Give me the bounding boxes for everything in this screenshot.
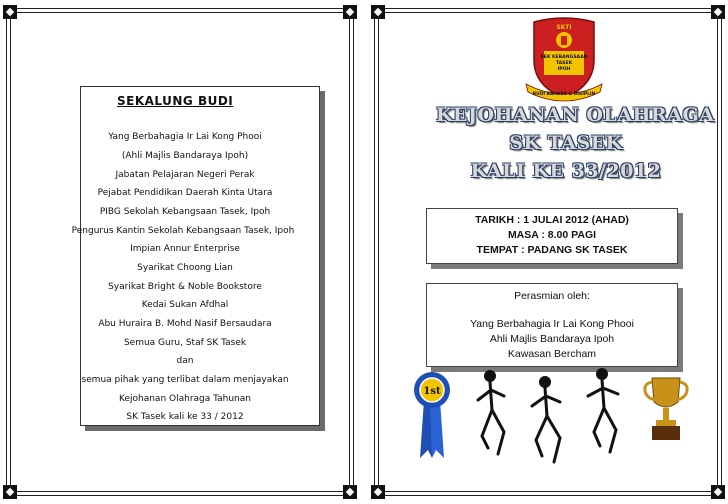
school-crest-logo <box>524 14 604 104</box>
crest-name-line: IPOH <box>557 67 571 72</box>
opening-label: Perasmian oleh: <box>514 290 590 302</box>
event-venue: TEMPAT : PADANG SK TASEK <box>476 244 628 256</box>
trophy-icon <box>642 372 690 442</box>
corner-ornament-icon <box>711 5 725 19</box>
crest-name-line: TASEK <box>555 61 573 66</box>
acknowledgement-line: PIBG Sekolah Kebangsaan Tasek, Ipoh <box>99 207 271 217</box>
corner-ornament-icon <box>371 485 385 499</box>
acknowledgement-line: Kejohanan Olahraga Tahunan <box>119 394 251 404</box>
runners-illustration-icon <box>470 366 640 466</box>
opening-guest-line: Yang Berbahagia Ir Lai Kong Phooi <box>470 318 634 330</box>
crest-top-text: SKTI <box>556 24 572 31</box>
runner-icon <box>588 368 618 452</box>
corner-ornament-icon <box>3 5 17 19</box>
acknowledgement-line: Syarikat Bright & Noble Bookstore <box>108 282 262 292</box>
acknowledgement-line: Semua Guru, Staf SK Tasek <box>123 338 247 348</box>
event-time: MASA : 8.00 PAGI <box>507 229 597 241</box>
corner-ornament-icon <box>711 485 725 499</box>
acknowledgement-line: semua pihak yang terlibat dalam menjayakan <box>81 375 289 385</box>
runner-icon <box>478 370 504 454</box>
crest-name-line: SEK KEBANGSAAN <box>540 55 588 60</box>
acknowledgement-title: SEKALUNG BUDI <box>117 94 234 108</box>
acknowledgement-line: Pengurus Kantin Sekolah Kebangsaan Tasek, Ipoh <box>71 226 295 236</box>
opening-guest-line: Kawasan Bercham <box>507 348 597 360</box>
acknowledgement-line: Abu Huraira B. Mohd Nasif Bersaudara <box>98 319 272 329</box>
corner-ornament-icon <box>371 5 385 19</box>
event-headline-line: KEJOHANAN OLAHRAGA <box>436 104 715 126</box>
acknowledgement-line: SK Tasek kali ke 33 / 2012 <box>126 412 244 422</box>
event-date: TARIKH : 1 JULAI 2012 (AHAD) <box>475 214 629 226</box>
acknowledgement-line: (Ahli Majlis Bandaraya Ipoh) <box>121 151 249 161</box>
acknowledgement-line: Kedai Sukan Afdhal <box>141 300 229 310</box>
corner-ornament-icon <box>3 485 17 499</box>
acknowledgement-line: Impian Annur Enterprise <box>130 244 240 254</box>
medal-rank-text: 1st <box>423 386 441 397</box>
acknowledgement-line: Jabatan Pelajaran Negeri Perak <box>115 170 255 180</box>
runner-icon <box>532 376 560 462</box>
acknowledgement-line: Pejabat Pendidikan Daerah Kinta Utara <box>97 188 273 198</box>
corner-ornament-icon <box>343 5 357 19</box>
first-place-ribbon-icon <box>412 370 452 462</box>
acknowledgement-line: dan <box>176 356 194 366</box>
event-headline-line: KALI KE 33/2012 <box>470 160 662 182</box>
crest-motto: BUDI BAHASA & DISIPLIN <box>532 92 596 97</box>
opening-guest-line: Ahli Majlis Bandaraya Ipoh <box>489 333 615 345</box>
acknowledgement-line: Syarikat Choong Lian <box>137 263 233 273</box>
acknowledgement-line: Yang Berbahagia Ir Lai Kong Phooi <box>108 132 262 142</box>
event-headline-line: SK TASEK <box>509 132 623 154</box>
corner-ornament-icon <box>343 485 357 499</box>
